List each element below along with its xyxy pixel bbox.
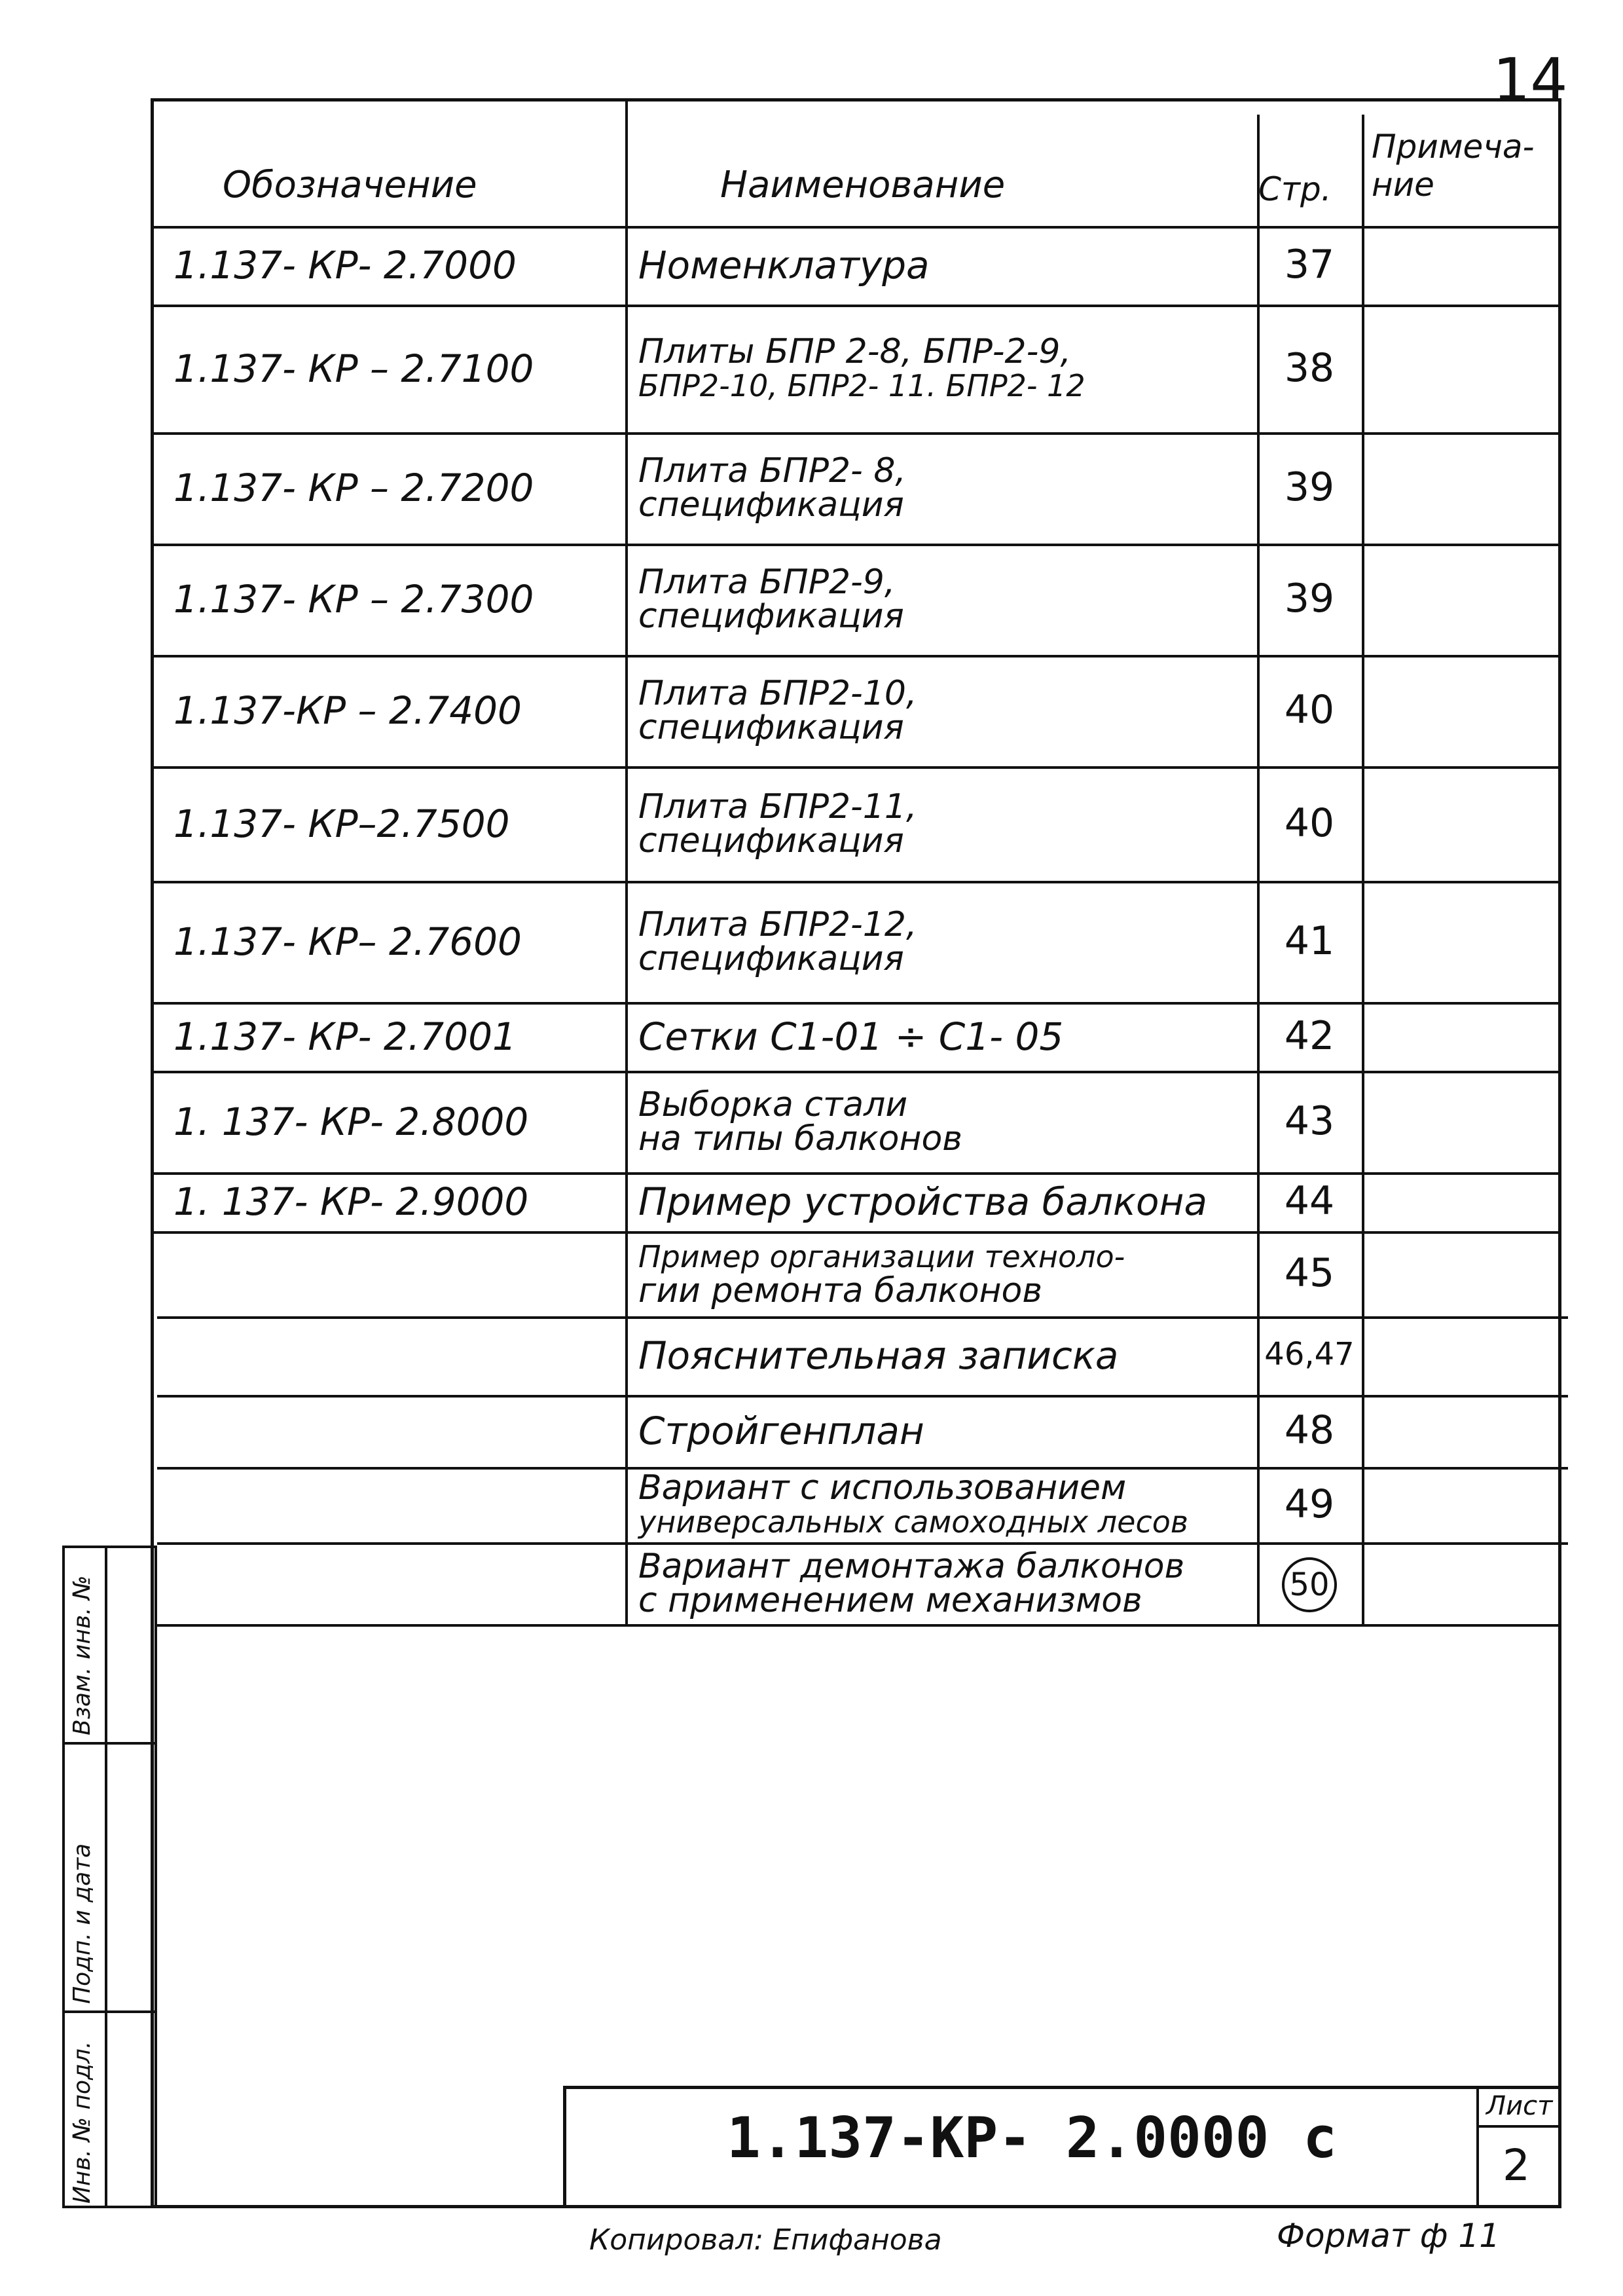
- row-page: 42: [1284, 1012, 1335, 1059]
- row-name-line: БПР2-10, БПР2- 11. БПР2- 12: [638, 367, 1085, 403]
- table-row: [0, 1467, 1623, 1542]
- row-designation: 1. 137- КР- 2.9000: [173, 1179, 529, 1224]
- table-row: [0, 1395, 1623, 1467]
- row-name-line: с применением механизмов: [638, 1580, 1142, 1620]
- row-designation: 1.137- КР– 2.7600: [173, 919, 522, 964]
- row-name-line: Стройгенплан: [638, 1409, 924, 1453]
- table-row: [0, 1316, 1623, 1395]
- header-page: Стр.: [1258, 170, 1332, 208]
- row-page: 45: [1284, 1250, 1335, 1296]
- row-page: 40: [1284, 800, 1335, 846]
- row-name-line: гии ремонта балконов: [638, 1271, 1043, 1310]
- row-page: 40: [1284, 687, 1335, 733]
- title-block-sheet-number: 2: [1503, 2140, 1530, 2191]
- side-strip-line-2: [62, 2010, 157, 2013]
- row-name-line: Плита БПР2-11,: [638, 787, 917, 826]
- row-page: 44: [1284, 1178, 1335, 1224]
- row-name-line: Пример устройства балкона: [638, 1179, 1208, 1224]
- table-row: [0, 766, 1623, 881]
- row-name-line: Вариант демонтажа балконов: [638, 1546, 1185, 1586]
- row-name-line: универсальных самоходных лесов: [638, 1504, 1189, 1540]
- row-name-line: спецификация: [638, 485, 904, 525]
- row-designation: 1.137- КР – 2.7100: [173, 346, 534, 391]
- row-name-line: Плита БПР2-10,: [638, 674, 917, 713]
- footer-copied-by: Копировал: Епифанова: [589, 2223, 942, 2257]
- corner-sheet-number: 14: [1493, 46, 1568, 115]
- row-name-line: Плита БПР2-12,: [638, 904, 917, 944]
- table-row: [0, 1542, 1623, 1624]
- table-row: [0, 226, 1623, 305]
- header-note: Примеча- ние: [1372, 128, 1535, 204]
- row-page: 39: [1284, 576, 1335, 621]
- row-name-line: Плита БПР2- 8,: [638, 451, 906, 491]
- row-designation: 1.137- КР- 2.7001: [173, 1014, 517, 1059]
- row-page: 37: [1284, 242, 1335, 287]
- table-row: [0, 1002, 1623, 1071]
- side-strip-divider: [105, 1546, 107, 2208]
- footer-format: Формат ф 11: [1277, 2217, 1501, 2255]
- table-row: [0, 1231, 1623, 1316]
- row-page: 38: [1284, 344, 1335, 391]
- row-designation: 1.137- КР- 2.7000: [173, 243, 517, 287]
- row-name-line: Номенклатура: [638, 243, 930, 287]
- row-designation: 1. 137- КР- 2.8000: [173, 1099, 529, 1144]
- row-name-line: Выборка стали: [638, 1084, 908, 1124]
- side-label-sign-date: Подп. и дата: [69, 1843, 96, 2004]
- row-name-line: на типы балконов: [638, 1119, 962, 1158]
- title-block-sheet-label: Лист: [1486, 2091, 1553, 2121]
- row-designation: 1.137-КР – 2.7400: [173, 688, 522, 733]
- table-row: [0, 881, 1623, 1002]
- side-strip-line-1: [62, 1742, 157, 1745]
- table-row: [0, 1172, 1623, 1231]
- row-name-line: спецификация: [638, 821, 904, 861]
- row-name-line: Плита БПР2-9,: [638, 563, 896, 602]
- side-label-inv-original: Инв. № подл.: [69, 2041, 96, 2204]
- row-page: 50: [1282, 1557, 1337, 1612]
- title-block-sheet-line: [1476, 2125, 1561, 2128]
- row-page: 48: [1284, 1407, 1335, 1453]
- table-row: [0, 1071, 1623, 1172]
- row-page: 46,47: [1264, 1336, 1355, 1373]
- table-row: [0, 305, 1623, 432]
- row-name-line: Пояснительная записка: [638, 1333, 1119, 1378]
- row-page: 39: [1284, 464, 1335, 510]
- row-name-line: спецификация: [638, 708, 904, 747]
- row-name-line: Пример организации техноло-: [638, 1239, 1125, 1274]
- row-designation: 1.137- КР–2.7500: [173, 801, 510, 846]
- row-page: 43: [1284, 1098, 1335, 1144]
- table-row: [0, 544, 1623, 655]
- row-designation: 1.137- КР – 2.7300: [173, 577, 534, 621]
- row-name-line: спецификация: [638, 597, 904, 636]
- row-page: 41: [1284, 917, 1335, 964]
- side-label-replace-inv: Взам. инв. №: [69, 1575, 96, 1735]
- row-name-line: Плиты БПР 2-8, БПР-2-9,: [638, 331, 1072, 371]
- row-name-line: Вариант с использованием: [638, 1468, 1127, 1508]
- table-row: [0, 432, 1623, 544]
- row-designation: 1.137- КР – 2.7200: [173, 466, 534, 510]
- header-name: Наименование: [720, 164, 1006, 206]
- title-block-code: 1.137-КР- 2.0000 с: [727, 2105, 1337, 2171]
- header-designation: Обозначение: [223, 164, 477, 206]
- title-block-divider: [1476, 2086, 1479, 2208]
- row-name-line: Сетки С1-01 ÷ С1- 05: [638, 1014, 1064, 1059]
- row-page: 49: [1284, 1481, 1335, 1527]
- table-content-bottom: [157, 1624, 1561, 1627]
- table-row: [0, 655, 1623, 766]
- row-name-line: спецификация: [638, 938, 904, 978]
